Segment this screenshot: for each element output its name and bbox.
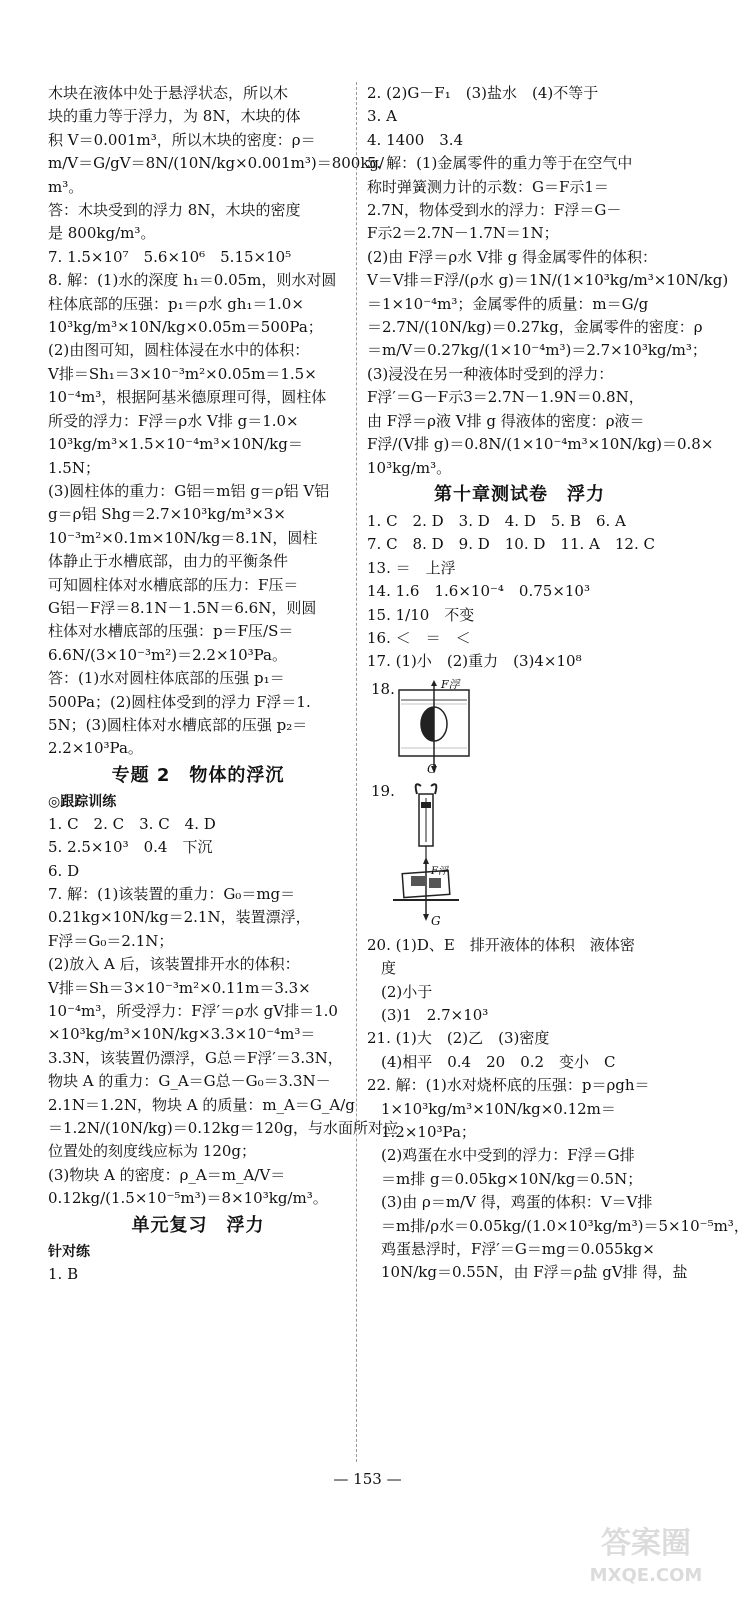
question-number: 18. bbox=[371, 679, 395, 698]
answer-line: 17. (1)小 (2)重力 (3)4×10⁸ bbox=[367, 652, 582, 671]
answer-line: 称时弹簧测力计的示数：G＝F示1＝ bbox=[367, 177, 609, 196]
answer-line: 10⁻⁴m³，根据阿基米德原理可得，圆柱体 bbox=[48, 388, 327, 407]
answer-line: F示2＝2.7N－1.7N＝1N； bbox=[367, 224, 559, 243]
answer-line: 6. D bbox=[48, 861, 80, 880]
answer-line: 5. 2.5×10³ 0.4 下沉 bbox=[48, 838, 213, 857]
answer-line: (2)放入 A 后，该装置排开水的体积： bbox=[48, 955, 300, 974]
answer-line: 5. 解：(1)金属零件的重力等于在空气中 bbox=[367, 154, 633, 173]
buoyancy-label: F浮 bbox=[431, 865, 448, 877]
answer-line: m/V＝G/gV＝8N/(10N/kg×0.001m³)＝800kg/ bbox=[48, 154, 385, 173]
answer-line: 10³kg/m³。 bbox=[367, 458, 452, 477]
answer-line: 位置处的刻度线应标为 120g； bbox=[48, 1142, 257, 1161]
answer-line: (3)1 2.7×10³ bbox=[381, 1005, 489, 1024]
answer-line: (3)浸没在另一种液体时受到的浮力： bbox=[367, 364, 614, 383]
answer-line: 10⁻⁴m³，所受浮力：F浮′＝ρ水 gV排＝1.0 bbox=[48, 1002, 338, 1021]
answer-line: 2.1N＝1.2N，物块 A 的质量：m_A＝G_A/g bbox=[48, 1095, 355, 1114]
answer-line: 4. 1400 3.4 bbox=[367, 130, 464, 149]
answer-line: 木块在液体中处于悬浮状态，所以木 bbox=[48, 84, 289, 102]
answer-line: ＝1.2N/(10N/kg)＝0.12kg＝120g，与水面所对应 bbox=[48, 1119, 399, 1138]
answer-line: ×10³kg/m³×10N/kg×3.3×10⁻⁴m³＝ bbox=[48, 1025, 316, 1044]
answer-line: F浮/(V排 g)＝0.8N/(1×10⁻⁴m³×10N/kg)＝0.8× bbox=[367, 435, 714, 454]
answer-line: 物块 A 的重力：G_A＝G总－G₀＝3.3N－ bbox=[48, 1072, 331, 1091]
page-number: — 153 — bbox=[333, 1470, 402, 1488]
answer-line: (2)由 F浮＝ρ水 V排 g 得金属零件的体积： bbox=[367, 247, 657, 266]
section-heading: 专题 2 物体的浮沉 bbox=[111, 764, 285, 786]
answer-line: 2.2×10³Pa。 bbox=[48, 739, 143, 758]
answer-line: 20. (1)D、E 排开液体的体积 液体密 bbox=[367, 935, 635, 954]
answer-line: ＝m排/ρ水＝0.05kg/(1.0×10³kg/m³)＝5×10⁻⁵m³， bbox=[381, 1216, 749, 1235]
answer-line: 13. ＝ 上浮 bbox=[367, 558, 456, 577]
beaker-diagram bbox=[395, 678, 515, 776]
answer-line: 7. 解：(1)该装置的重力：G₀＝mg＝ bbox=[48, 885, 296, 903]
answer-line: 14. 1.6 1.6×10⁻⁴ 0.75×10³ bbox=[367, 582, 590, 601]
answer-line: ＝m/V＝0.27kg/(1×10⁻⁴m³)＝2.7×10³kg/m³； bbox=[367, 341, 707, 360]
answer-line: 由 F浮＝ρ液 V排 g 得液体的密度：ρ液＝ bbox=[367, 411, 645, 430]
answer-line: 10³kg/m³×1.5×10⁻⁴m³×10N/kg＝ bbox=[48, 435, 303, 454]
answer-line: m³。 bbox=[48, 177, 84, 196]
answer-line: V排＝Sh₁＝3×10⁻³m²×0.05m＝1.5× bbox=[48, 364, 317, 383]
answer-line: 8. 解：(1)水的深度 h₁＝0.05m，则水对圆 bbox=[48, 271, 337, 290]
answer-line: (3)圆柱体的重力：G铝＝m铝 g＝ρ铝 V铝 bbox=[48, 481, 330, 500]
answer-line: 10⁻³m²×0.1m×10N/kg＝8.1N，圆柱 bbox=[48, 528, 318, 547]
answer-line: 0.12kg/(1.5×10⁻⁵m³)＝8×10³kg/m³。 bbox=[48, 1189, 328, 1208]
answer-line: (3)由 ρ＝m/V 得，鸡蛋的体积：V＝V排 bbox=[381, 1193, 653, 1212]
answer-line: 10³kg/m³×10N/kg×0.05m＝500Pa； bbox=[48, 318, 323, 337]
column-divider bbox=[356, 82, 357, 1462]
answer-line: (2)鸡蛋在水中受到的浮力：F浮＝G排 bbox=[381, 1146, 635, 1165]
gravity-label: G bbox=[431, 913, 441, 928]
answer-line: 1×10³kg/m³×10N/kg×0.12m＝ bbox=[381, 1099, 616, 1118]
answer-line: ＝1×10⁻⁴m³；金属零件的质量：m＝G/g bbox=[367, 294, 649, 313]
answer-line: 5N；(3)圆柱体对水槽底部的压强 p₂＝ bbox=[48, 715, 308, 734]
section-subheading: ◎跟踪训练 bbox=[48, 793, 117, 810]
answer-line: 3. A bbox=[367, 107, 397, 126]
answer-line: 21. (1)大 (2)乙 (3)密度 bbox=[367, 1029, 550, 1048]
answer-line: (4)相平 0.4 20 0.2 变小 C bbox=[381, 1052, 616, 1071]
section-heading: 单元复习 浮力 bbox=[131, 1214, 265, 1236]
figure-19 bbox=[371, 780, 672, 930]
answer-line: 柱体对水槽底部的压强：p＝F压/S＝ bbox=[48, 622, 294, 641]
spring-scale-diagram bbox=[391, 780, 501, 930]
answer-line: ＝2.7N/(10N/kg)＝0.27kg，金属零件的密度：ρ bbox=[367, 318, 703, 337]
answer-line: 块的重力等于浮力，为 8N，木块的体 bbox=[48, 107, 301, 126]
figure-18 bbox=[371, 678, 672, 776]
answer-line: ＝m排 g＝0.05kg×10N/kg＝0.5N； bbox=[381, 1169, 643, 1188]
answer-line: 体静止于水槽底部，由力的平衡条件 bbox=[48, 552, 289, 571]
answer-line: 22. 解：(1)水对烧杯底的压强：p＝ρgh＝ bbox=[367, 1076, 650, 1095]
answer-line: 积 V＝0.001m³，所以木块的密度：ρ＝ bbox=[48, 130, 316, 149]
buoyancy-label: F浮 bbox=[441, 677, 460, 691]
answer-line: 15. 1/10 不变 bbox=[367, 605, 475, 624]
answer-line: V排＝Sh＝3×10⁻³m²×0.11m＝3.3× bbox=[48, 978, 311, 997]
answer-line: 7. C 8. D 9. D 10. D 11. A 12. C bbox=[367, 535, 655, 554]
question-number: 19. bbox=[371, 781, 395, 800]
answer-line: 16. ＜ ＝ ＜ bbox=[367, 628, 471, 647]
answer-line: 答：木块受到的浮力 8N，木块的密度 bbox=[48, 201, 301, 220]
answer-line: (2)由图可知，圆柱体浸在水中的体积： bbox=[48, 341, 310, 360]
answer-line: V＝V排＝F浮/(ρ水 g)＝1N/(1×10³kg/m³×10N/kg) bbox=[367, 271, 729, 290]
answer-line: g＝ρ铝 Shg＝2.7×10³kg/m³×3× bbox=[48, 505, 286, 524]
answer-line: 度 bbox=[381, 959, 397, 978]
answer-line: 柱体底部的压强：p₁＝ρ水 gh₁＝1.0× bbox=[48, 294, 304, 313]
answer-line: 所受的浮力：F浮＝ρ水 V排 g＝1.0× bbox=[48, 411, 299, 430]
answer-line: G铝－F浮＝8.1N－1.5N＝6.6N，则圆 bbox=[48, 598, 317, 617]
watermark-logo bbox=[571, 1515, 721, 1590]
section-heading: 第十章测试卷 浮力 bbox=[434, 483, 605, 505]
answer-line: 1. C 2. C 3. C 4. D bbox=[48, 814, 216, 833]
answer-line: 答：(1)水对圆柱体底部的压强 p₁＝ bbox=[48, 669, 285, 688]
answer-line: 鸡蛋悬浮时，F浮′＝G＝mg＝0.055kg× bbox=[381, 1240, 655, 1259]
answer-line: 500Pa；(2)圆柱体受到的浮力 F浮＝1. bbox=[48, 692, 311, 711]
answer-line: 1.5N； bbox=[48, 458, 100, 477]
watermark-top-text: 答案圈 bbox=[601, 1526, 691, 1561]
answer-line: (3)物块 A 的密度：ρ_A＝m_A/V＝ bbox=[48, 1165, 286, 1184]
answer-line: F浮＝G₀＝2.1N； bbox=[48, 931, 174, 950]
right-column bbox=[367, 82, 749, 1285]
answer-line: F浮′＝G－F示3＝2.7N－1.9N＝0.8N， bbox=[367, 388, 644, 407]
answer-line: (2)小于 bbox=[381, 982, 433, 1001]
answer-line: 可知圆柱体对水槽底部的压力：F压＝ bbox=[48, 575, 299, 594]
watermark-bottom-text: MXQE.COM bbox=[589, 1565, 703, 1586]
answer-line: 1.2×10³Pa； bbox=[381, 1123, 476, 1141]
answer-line: 2. (2)G－F₁ (3)盐水 (4)不等于 bbox=[367, 84, 599, 102]
answer-line: 6.6N/(3×10⁻³m²)＝2.2×10³Pa。 bbox=[48, 645, 287, 664]
answer-line: 1. C 2. D 3. D 4. D 5. B 6. A bbox=[367, 511, 626, 530]
answer-line: 1. B bbox=[48, 1264, 79, 1283]
gravity-label: G bbox=[427, 761, 437, 776]
answer-line: 7. 1.5×10⁷ 5.6×10⁶ 5.15×10⁵ bbox=[48, 247, 292, 266]
answer-line: 3.3N，该装置仍漂浮，G总＝F浮′＝3.3N， bbox=[48, 1048, 343, 1067]
answer-line: 10N/kg＝0.55N，由 F浮＝ρ盐 gV排 得，盐 bbox=[381, 1263, 688, 1282]
section-subheading: 针对练 bbox=[48, 1243, 90, 1260]
answer-line: 2.7N，物体受到水的浮力：F浮＝G－ bbox=[367, 201, 622, 220]
answer-line: 0.21kg×10N/kg＝2.1N，装置漂浮， bbox=[48, 908, 311, 927]
answer-line: 是 800kg/m³。 bbox=[48, 224, 156, 243]
